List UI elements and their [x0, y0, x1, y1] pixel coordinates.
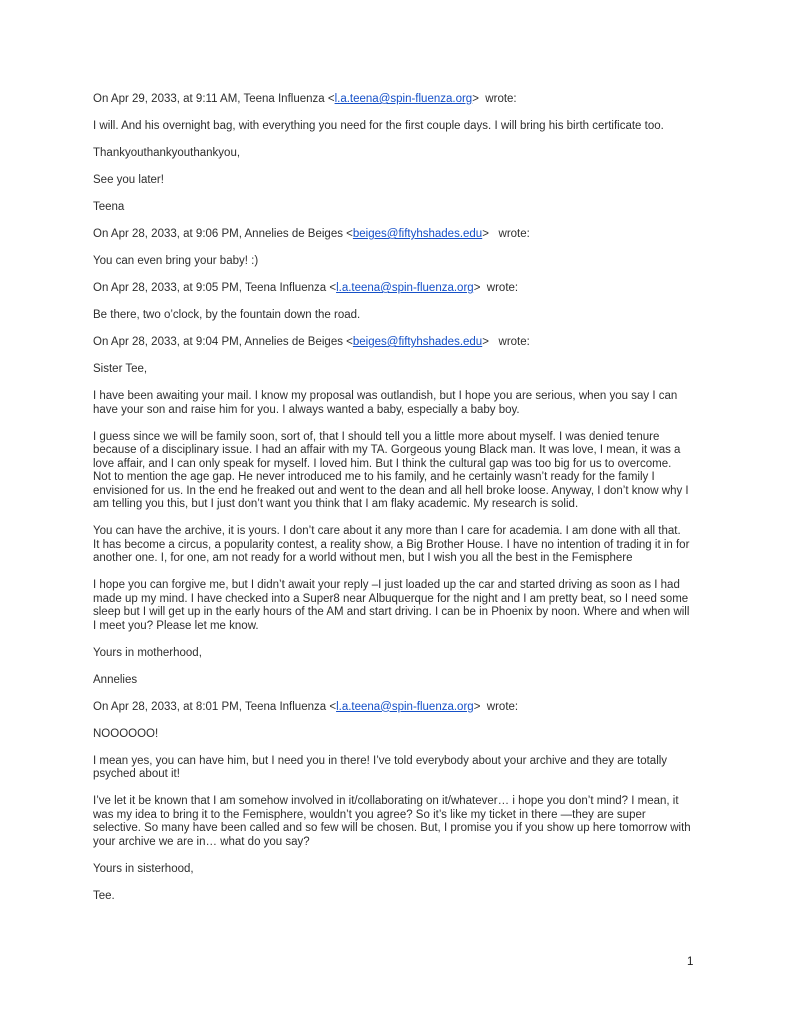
text-line: I mean yes, you can have him, but I need you in there! I’ve told everybody about your archive and they are totally — [93, 754, 668, 767]
email-thread — [93, 93, 753, 917]
text-line: You can have the archive, it is yours. I don’t care about it any more than I care for academia. I am done with all that. — [93, 525, 681, 537]
paragraph — [93, 363, 753, 377]
text-line: Tee. — [93, 889, 115, 902]
text-line: Teena — [93, 201, 125, 213]
text-line: I guess since we will be family soon, sort of, that I should tell you a little more about myself. I was denied tenure — [93, 430, 660, 443]
quote-header-prefix: On Apr 28, 2033, at 9:04 PM, Annelies de Beiges < — [93, 336, 353, 348]
text-line: Thankyouthankyouthankyou, — [93, 147, 241, 159]
quote-header-prefix: On Apr 28, 2033, at 9:06 PM, Annelies de Beiges < — [93, 228, 353, 240]
paragraph — [93, 120, 753, 134]
text-line: Not to mention the age gap. He never introduced me to his family, and he certainly wasn’t ready for the family I — [93, 471, 655, 483]
paragraph — [93, 674, 753, 688]
text-line: I meet you? Please let me know. — [93, 619, 259, 632]
quote-header — [93, 93, 753, 107]
quote-header-suffix: > wrote: — [472, 93, 517, 105]
paragraph — [93, 309, 753, 323]
paragraph — [93, 174, 753, 188]
paragraph — [93, 890, 753, 904]
text-line: I’ve let it be known that I am somehow involved in it/collaborating on it/whatever… i hope you don’t mind? I mean, it — [93, 795, 679, 807]
quote-header-prefix: On Apr 29, 2033, at 9:11 AM, Teena Influenza < — [93, 93, 335, 105]
quote-header-prefix: On Apr 28, 2033, at 9:05 PM, Teena Influenza < — [93, 282, 337, 294]
text-line: Be there, two o’clock, by the fountain down the road. — [93, 309, 361, 321]
text-line: Yours in motherhood, — [93, 646, 202, 659]
quote-header-prefix: On Apr 28, 2033, at 8:01 PM, Teena Influenza < — [93, 700, 337, 713]
text-line: You can even bring your baby! :) — [93, 255, 259, 267]
quote-header-suffix: > wrote: — [482, 336, 530, 348]
text-line: I have been awaiting your mail. I know my proposal was outlandish, but I hope you are serious, when you say I can — [93, 390, 678, 402]
text-line: have your son and raise him for you. I always wanted a baby, especially a baby boy. — [93, 403, 520, 416]
text-line: love affair, and I can only speak for myself. I loved him. But I think the cultural gap was too big for us to overcome. — [93, 457, 672, 470]
quote-header-suffix: > wrote: — [473, 282, 519, 294]
paragraph — [93, 795, 753, 849]
text-line: It has become a circus, a popularity contest, a reality show, a Big Brother House. I have no intention of trading it in for — [93, 538, 690, 551]
paragraph — [93, 390, 753, 417]
text-line: made up my mind. I have checked into a Super8 near Albuquerque for the night and I am pretty beat, so I need some — [93, 592, 689, 605]
text-line: See you later! — [93, 174, 164, 186]
quote-header — [93, 336, 753, 350]
paragraph — [93, 755, 753, 782]
text-line: I will. And his overnight bag, with everything you need for the first couple days. I will bring his birth certificate too. — [93, 120, 664, 132]
paragraph — [93, 525, 753, 566]
paragraph — [93, 147, 753, 161]
quote-header-suffix: > wrote: — [482, 228, 530, 240]
quote-header — [93, 282, 753, 296]
text-line: am telling you this, but I just don’t want you think that I am flaky academic. My research is solid. — [93, 498, 579, 510]
text-line: your archive we are in… what do you say? — [93, 835, 310, 848]
text-line: envisioned for us. In the end he freaked out and went to the dean and all hell broke loose. Anyway, I don’t know why I — [93, 484, 689, 497]
email-address-link[interactable]: l.a.teena@spin-fluenza.org — [334, 93, 473, 105]
email-address-link[interactable]: l.a.teena@spin-fluenza.org — [336, 700, 474, 713]
paragraph — [93, 431, 753, 512]
quote-header — [93, 228, 753, 242]
text-line: psyched about it! — [93, 768, 180, 780]
paragraph — [93, 201, 753, 215]
text-line: sleep but I will get up in the early hours of the AM and start driving. I can be in Phoenix by noon. Where and when will — [93, 606, 690, 618]
text-line: Sister Tee, — [93, 363, 148, 375]
paragraph — [93, 255, 753, 269]
text-line: Annelies — [93, 673, 138, 686]
quote-header — [93, 701, 753, 715]
paragraph — [93, 579, 753, 633]
text-line: Yours in sisterhood, — [93, 862, 194, 875]
email-address-link[interactable]: beiges@fiftyhshades.edu — [352, 228, 483, 240]
quote-header-suffix: > wrote: — [473, 700, 519, 713]
paragraph — [93, 728, 753, 742]
text-line: because of a disciplinary issue. I had an affair with my TA. Gorgeous young Black man. It was love, I mean, it was a — [93, 444, 681, 456]
page-number: 1 — [687, 956, 694, 968]
email-address-link[interactable]: l.a.teena@spin-fluenza.org — [336, 282, 474, 294]
paragraph — [93, 647, 753, 661]
text-line: was my idea to bring it to the Femisphere, wouldn’t you agree? So it’s like my ticket in there —they are super — [93, 808, 646, 821]
text-line: I hope you can forgive me, but I didn’t await your reply –I just loaded up the car and started driving as soon as I had — [93, 579, 680, 591]
text-line: NOOOOOO! — [93, 727, 159, 740]
email-address-link[interactable]: beiges@fiftyhshades.edu — [352, 336, 483, 348]
text-line: selective. So many have been called and so few will be chosen. But, I promise you if you show up here tomorrow with — [93, 822, 691, 834]
paragraph — [93, 863, 753, 877]
text-line: another one. I, for one, am not ready for a world without men, but I wish you all the best in the Femisphere — [93, 552, 633, 564]
